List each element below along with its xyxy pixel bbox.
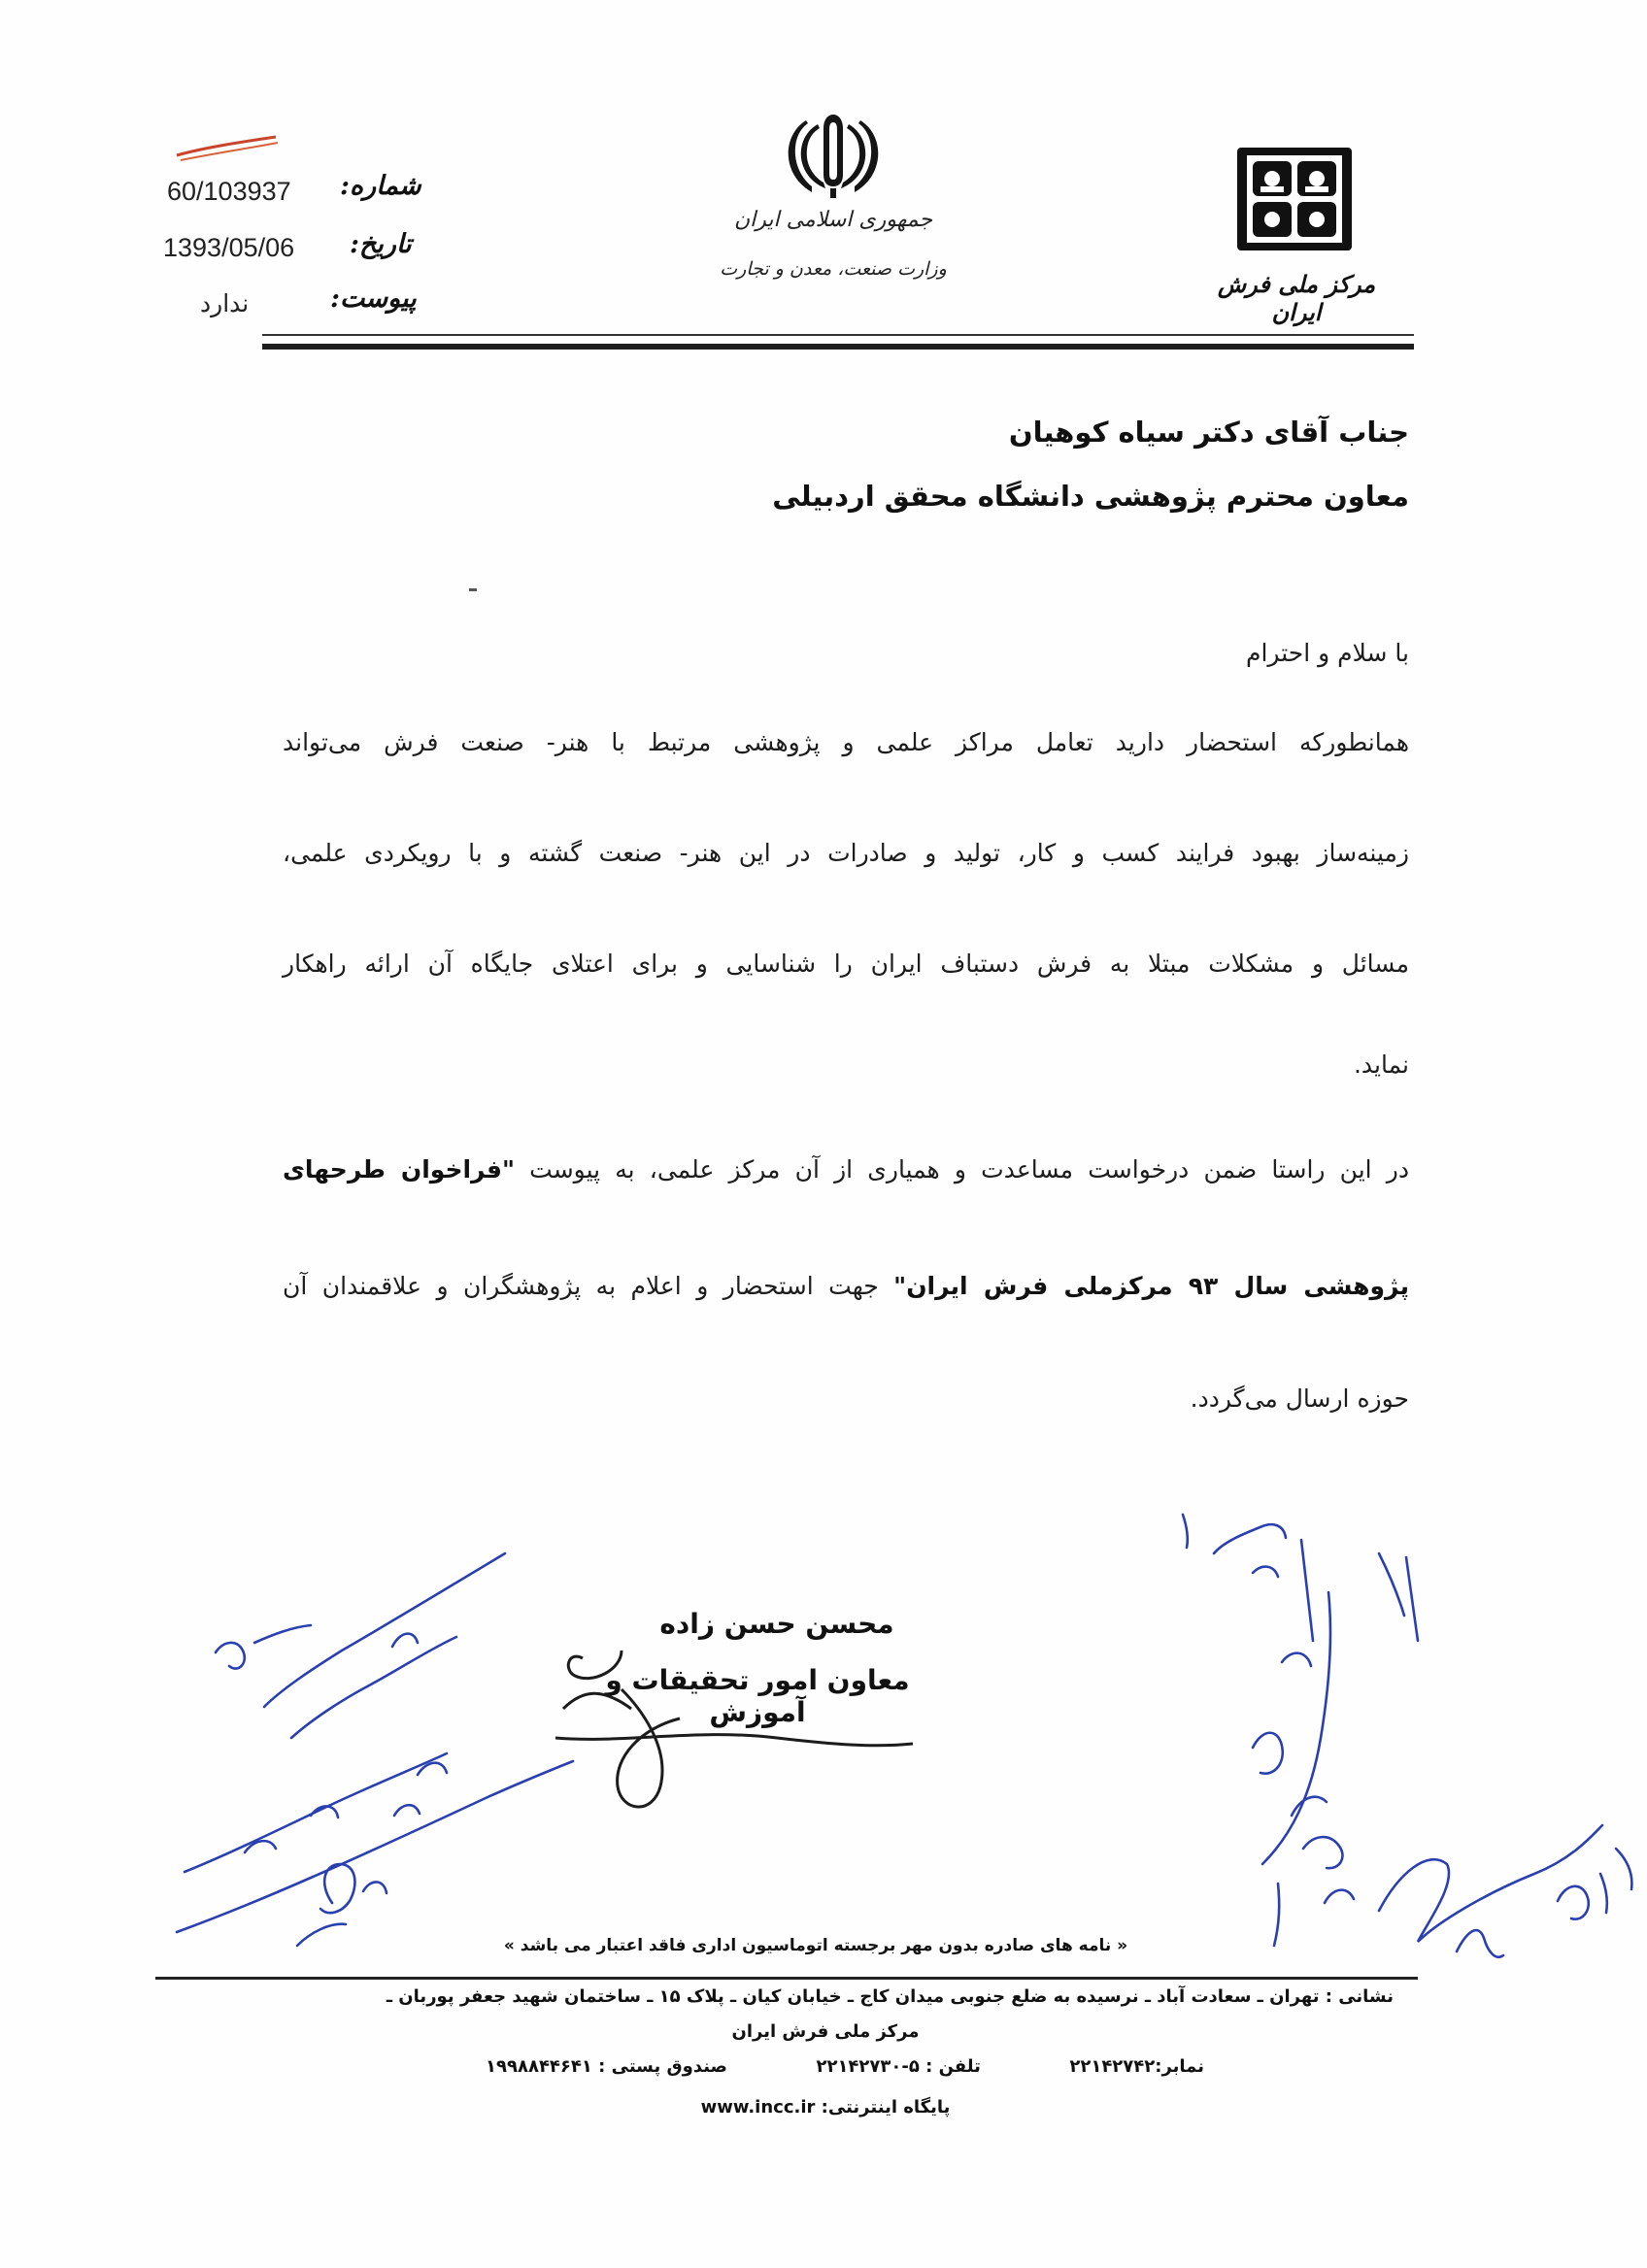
scan-speck (469, 588, 477, 591)
letter-attachment-label: پیوست: (330, 284, 417, 314)
paragraph-1-line-1: همانطورکه استحضار دارید تعامل مراکز علمی و پژوهشی مرتبط با هنر- صنعت فرش می‌تواند (283, 728, 1409, 756)
red-pen-mark (175, 134, 282, 163)
emblem-caption-ministry: وزارت صنعت، معدن و تجارت (720, 258, 947, 280)
footer-org-name: مرکز ملی فرش ایران (731, 2021, 920, 2042)
footer-address: نشانی : تهران ـ سعادت آباد ـ نرسیده به ضلع جنوبی میدان کاج ـ خیابان کیان ـ پلاک ۱۵ ـ ساختمان شهید جعفر پوربان ـ (386, 1986, 1394, 2007)
left-handwritten-note (177, 1553, 573, 1946)
paragraph-1-line-2: زمینه‌ساز بهبود فرایند کسب و کار، تولید و صادرات در این هنر- صنعت گشته و با رویکردی علمی، (283, 839, 1409, 867)
footer-contacts (486, 2056, 1204, 2077)
addressee-title: معاون محترم پژوهشی دانشگاه محقق اردبیلی (772, 480, 1409, 513)
emblem-caption-republic: جمهوری اسلامی ایران (733, 208, 933, 232)
signer-title: معاون امور تحقیقات و آموزش (605, 1664, 910, 1728)
footer-fax: نمابر:۲۲۱۴۲۷۴۲ (1069, 2056, 1204, 2077)
paragraph-2-line-3: حوزه ارسال می‌گردد. (1190, 1384, 1409, 1413)
footer-divider (155, 1977, 1418, 1980)
signer-name: محسن حسن زاده (659, 1608, 894, 1640)
footer-website[interactable]: پایگاه اینترنتی: www.incc.ir (700, 2097, 951, 2118)
paragraph-1-line-4: نماید. (1353, 1051, 1409, 1079)
carpet-center-logo-icon (1231, 144, 1358, 255)
call-title-part-1: "فراخوان طرحهای (283, 1155, 515, 1184)
letter-date-label: تاریخ: (350, 229, 412, 259)
letter-date-value: 1393/05/06 (163, 233, 295, 262)
addressee-name: جناب آقای دکتر سیاه کوهیان (1008, 416, 1409, 449)
carpet-center-caption: مرکز ملی فرش ایران (1217, 270, 1376, 326)
footer-phone: تلفن : ۵-۲۲۱۴۲۷۳۰ (816, 2056, 981, 2077)
footer-validity-note: « نامه های صادره بدون مهر برجسته اتوماسیون اداری فاقد اعتبار می باشد » (503, 1936, 1128, 1955)
greeting: با سلام و احترام (1246, 639, 1409, 667)
call-title-part-2: پژوهشی سال ۹۳ مرکزملی فرش ایران" (893, 1272, 1409, 1300)
header-divider-thin (262, 334, 1414, 336)
footer-po-box: صندوق پستی : ۱۹۹۸۸۴۴۶۴۱ (486, 2056, 727, 2077)
paragraph-2-text-b: جهت استحضار و اعلام به پژوهشگران و علاقمندان آن (283, 1272, 894, 1300)
right-handwritten-note (1183, 1515, 1631, 1957)
letter-number-value: 60/103937 (167, 177, 291, 206)
letter-attachment-value: ندارد (200, 290, 250, 317)
paragraph-1-line-3: مسائل و مشکلات مبتلا به فرش دستباف ایران را شناسایی و برای اعتلای جایگاه آن ارائه راهکار (283, 950, 1409, 978)
iran-emblem-icon (736, 107, 930, 204)
paragraph-2-text-a: در این راستا ضمن درخواست مساعدت و همیاری از آن مرکز علمی، به پیوست (514, 1155, 1409, 1184)
letter-number-label: شماره: (340, 171, 421, 201)
paragraph-2-line-2 (283, 1272, 1409, 1300)
header-divider (262, 344, 1414, 350)
paragraph-2-line-1 (283, 1155, 1409, 1184)
